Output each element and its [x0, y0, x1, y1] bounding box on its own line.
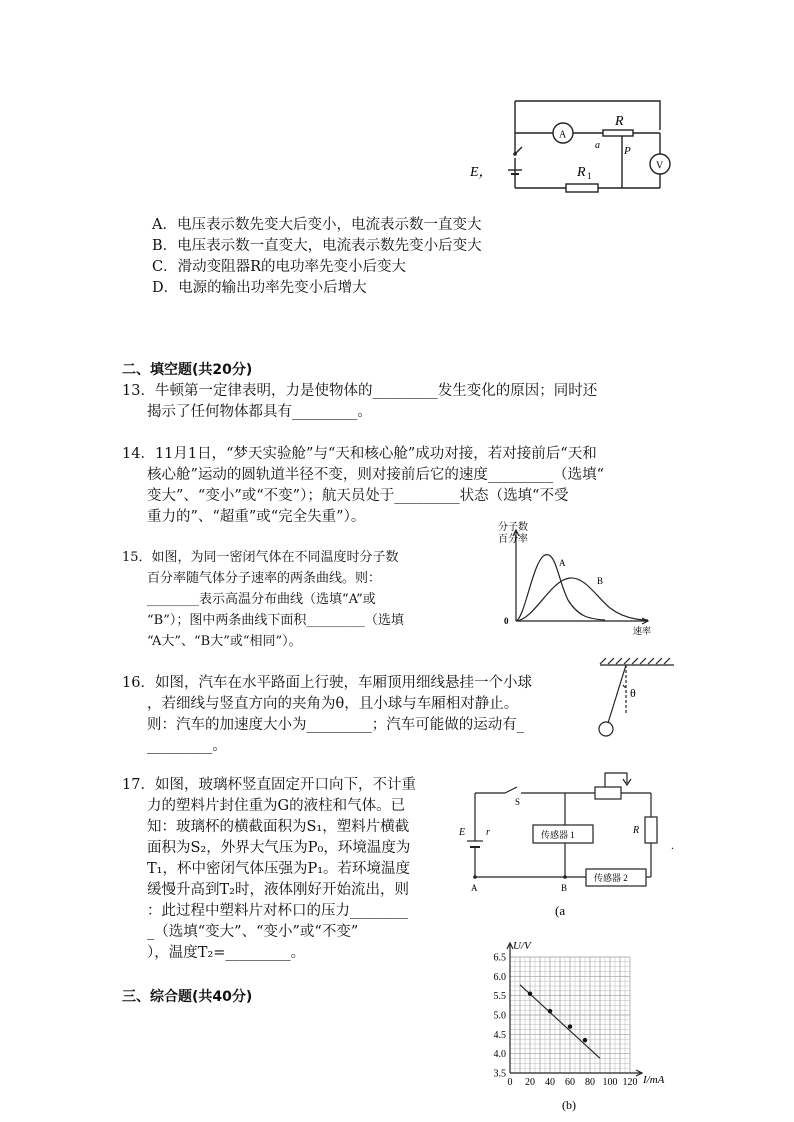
- q17-line-6: 缓慢升高到T₂时，液体刚好开始流出，则: [147, 882, 409, 898]
- option-d: D．电源的输出功率先变小后增大: [152, 280, 367, 296]
- data-point: [548, 1009, 552, 1013]
- point-a-label: a: [595, 140, 600, 151]
- q15-line-3: ________表示高温分布曲线（选填“A”或: [147, 592, 376, 607]
- q16-line-2: ，若细线与竖直方向的夹角为θ，且小球与车厢相对静止。: [147, 696, 519, 712]
- emf-label: E，: [470, 165, 493, 180]
- y-tick-label: 6.0: [493, 971, 506, 983]
- theta-label: θ: [630, 686, 636, 700]
- internal-r-label: r: [486, 827, 490, 838]
- figure-a-caption: (a: [555, 903, 566, 918]
- node-b-label: B: [561, 883, 568, 893]
- circuit-diagram-a: [455, 765, 685, 920]
- x-tick-label: 20: [525, 1077, 535, 1088]
- q16-line-1: 16．如图，汽车在水平路面上行驶，车厢顶用细线悬挂一个小球: [122, 675, 532, 691]
- curve-b-label: B: [597, 576, 604, 586]
- q17-line-8: _（选填“变大”、“变小”或“不变”: [147, 924, 359, 940]
- q17-line-2: 力的塑料片封住重为G的液柱和气体。已: [147, 798, 406, 814]
- rheostat-label: R: [615, 114, 624, 129]
- option-a: A．电压表示数先变大后变小，电流表示数一直变大: [152, 217, 482, 233]
- q14-line-2: 核心舱”运动的圆轨道半径不变，则对接前后它的速度_________（选填“: [147, 467, 605, 483]
- emf-e-label: E: [459, 827, 466, 838]
- q14-line-3: 变大”、“变小”或“不变”）；航天员处于_________状态（选填“不受: [147, 488, 569, 504]
- q15-line-2: 百分率随气体分子速率的两条曲线。则：: [147, 571, 382, 586]
- y-tick-label: 4.0: [493, 1049, 506, 1061]
- r1-label: R: [577, 165, 586, 180]
- graph-xlabel: 速率: [633, 626, 652, 636]
- q16-line-3: 则：汽车的加速度大小为_________；汽车可能做的运动有_: [147, 717, 524, 733]
- graph-ylabel-2: 百分率: [498, 534, 528, 545]
- ammeter-label: A: [559, 129, 567, 141]
- q13-line-1: 13．牛顿第一定律表明，力是使物体的_________发生变化的原因；同时还: [122, 383, 598, 399]
- section-3-title: 三、综合题(共40分): [122, 989, 253, 1005]
- option-b: B．电压表示数一直变大，电流表示数先变小后变大: [152, 238, 482, 254]
- q17-line-7: ：此过程中塑料片对杯口的压力________: [147, 903, 408, 919]
- x-tick-label: 40: [545, 1077, 555, 1088]
- y-tick-label: 5.0: [493, 1010, 506, 1022]
- x-tick-label: 80: [585, 1077, 595, 1088]
- q15-line-4: “B”）；图中两条曲线下面积_________（选填: [147, 613, 404, 628]
- y-tick-label: 6.5: [493, 952, 506, 964]
- switch-s-label: S: [515, 797, 521, 807]
- sensor-2-label: 传感器 2: [594, 873, 628, 883]
- origin-label: 0: [504, 616, 509, 626]
- speed-distribution-graph: [470, 520, 670, 640]
- q14-line-4: 重力的”、“超重”或“完全失重”）。: [147, 509, 366, 525]
- trailing-dot: .: [671, 838, 674, 852]
- voltmeter-label: V: [656, 160, 664, 172]
- data-point: [528, 992, 532, 996]
- q17-line-4: 面积为S₂，外界大气压为P₀，环境温度为: [147, 840, 411, 856]
- x-tick-label: 0: [507, 1077, 513, 1088]
- q17-line-9: ），温度T₂=_________。: [147, 945, 306, 961]
- curve-a-label: A: [559, 558, 566, 568]
- q15-line-5: “A大”、“B大”或“相同”）。: [147, 634, 302, 649]
- resistor-r-label: R: [633, 825, 640, 836]
- data-point: [568, 1024, 572, 1028]
- figure-b-caption: (b): [562, 1098, 576, 1112]
- pendulum-figure: [590, 655, 680, 745]
- y-tick-label: 4.5: [493, 1029, 506, 1041]
- slider-p-label: P: [624, 145, 631, 157]
- x-axis-label: I/mA: [643, 1074, 665, 1086]
- y-tick-label: 3.5: [493, 1068, 506, 1080]
- q15-line-1: 15．如图，为同一密闭气体在不同温度时分子数: [122, 550, 399, 565]
- x-tick-label: 120: [622, 1077, 638, 1088]
- circuit-diagram-1: [460, 92, 680, 197]
- q16-line-4: _________。: [147, 738, 227, 754]
- q17-line-1: 17．如图，玻璃杯竖直固定开口向下，不计重: [122, 777, 416, 793]
- q17-line-3: 知：玻璃杯的横截面积为S₁，塑料片横截: [147, 819, 410, 835]
- q13-line-2: 揭示了任何物体都具有_________。: [147, 404, 372, 420]
- sensor-1-label: 传感器 1: [541, 830, 575, 840]
- q17-line-5: T₁，杯中密闭气体压强为P₁。若环境温度: [147, 861, 411, 877]
- r1-subscript: 1: [587, 171, 592, 181]
- y-axis-label: U/V: [513, 940, 531, 952]
- section-2-title: 二、填空题(共20分): [122, 362, 253, 378]
- x-tick-label: 100: [602, 1077, 618, 1088]
- node-a-label: A: [471, 883, 478, 893]
- u-i-graph: [480, 935, 680, 1115]
- data-point: [583, 1038, 587, 1042]
- x-tick-label: 60: [565, 1077, 575, 1088]
- q14-line-1: 14．11月1日，“梦天实验舱”与“天和核心舱”成功对接，若对接前后“天和: [122, 446, 597, 462]
- graph-ylabel-1: 分子数: [498, 522, 528, 533]
- y-tick-label: 5.5: [493, 991, 506, 1003]
- option-c: C．滑动变阻器R的电功率先变小后变大: [152, 259, 407, 275]
